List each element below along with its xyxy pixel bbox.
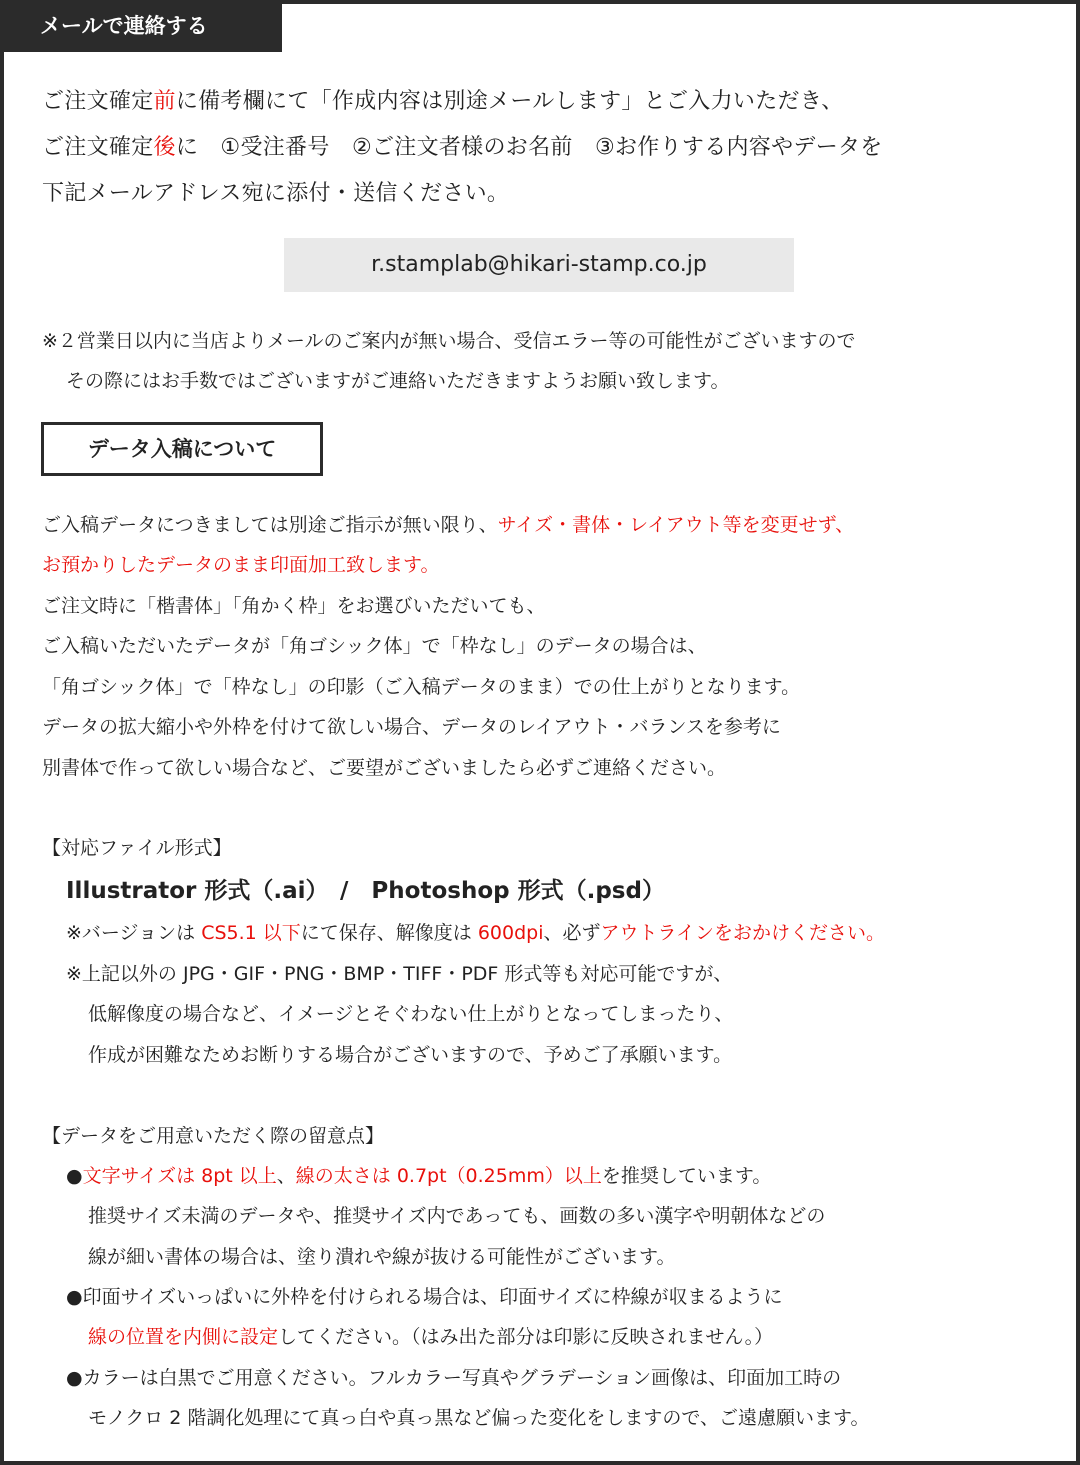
section-line-5: 「角ゴシック体」で「枠なし」の印影（ご入稿データのまま）での仕上がりとなります。: [42, 676, 801, 698]
bullet-icon: ●: [66, 1286, 83, 1308]
intro-text: ご注文確定: [42, 89, 154, 114]
section-tab-title: メールで連絡する: [0, 0, 282, 52]
formats-heading: 【対応ファイル形式】: [42, 837, 232, 859]
outline-emphasis: アウトラインをおかけください。: [600, 922, 885, 944]
note-text: 、必ず: [543, 922, 601, 944]
emphasis-before: 前: [153, 89, 176, 114]
intro-text: に備考欄にて「作成内容は別途メールします」とご入力いただき、: [175, 89, 844, 114]
body-text: してください。（はみ出た部分は印影に反映されません。）: [278, 1326, 774, 1348]
line-width-emphasis: 線の太さは 0.7pt（0.25mm）以上: [295, 1165, 602, 1187]
caution-bullet-1-line-2: 推奨サイズ未満のデータや、推奨サイズ内であっても、画数の多い漢字や明朝体などの: [88, 1205, 826, 1227]
formats-note-1: [66, 918, 885, 945]
caution-bullet-2-line-2: [88, 1322, 773, 1349]
intro-line-1: [42, 84, 844, 115]
body-text: 、: [276, 1165, 296, 1187]
formats-note-4: 作成が困難なためお断りする場合がございますので、予めご了承願います。: [88, 1044, 733, 1066]
caution-bullet-1: [66, 1161, 771, 1188]
section-line-2: お預かりしたデータのまま印面加工致します。: [42, 554, 440, 576]
formats-note-3: 低解像度の場合など、イメージとそぐわない仕上がりとなってしまったり、: [88, 1003, 734, 1025]
formats-note-2: ※上記以外の JPG・GIF・PNG・BMP・TIFF・PDF 形式等も対応可能ですが、: [66, 963, 733, 985]
body-text: ご入稿データにつきましては別途ご指示が無い限り、: [42, 514, 498, 536]
intro-line-2: [42, 130, 883, 161]
intro-line-3: 下記メールアドレス宛に添付・送信ください。: [42, 181, 510, 206]
bullet-icon: ●: [66, 1165, 83, 1187]
caution-bullet-3-line-2: モノクロ 2 階調化処理にて真っ白や真っ黒など偏った変化をしますので、ご遠慮願います。: [88, 1407, 870, 1429]
body-text: を推奨しています。: [601, 1165, 772, 1187]
body-text: カラーは白黒でご用意ください。フルカラー写真やグラデーション画像は、印面加工時の: [82, 1367, 842, 1389]
caution-bullet-2: [66, 1282, 783, 1309]
body-text: 印面サイズいっぱいに外枠を付けられる場合は、印面サイズに枠線が収まるように: [82, 1286, 783, 1308]
caution-bullet-3: [66, 1363, 841, 1390]
formats-line: Illustrator 形式（.ai） / Photoshop 形式（.psd）: [66, 878, 665, 904]
data-submission-heading: データ入稿について: [41, 422, 323, 476]
emphasis-text: サイズ・書体・レイアウト等を変更せず、: [497, 514, 855, 536]
version-emphasis: CS5.1 以下: [201, 922, 301, 944]
section-line-3: ご注文時に「楷書体」「角かく枠」をお選びいただいても、: [42, 595, 546, 617]
font-size-emphasis: 文字サイズは 8pt 以上: [82, 1165, 277, 1187]
notice-line-1: ※２営業日以内に当店よりメールのご案内が無い場合、受信エラー等の可能性がございますので: [42, 330, 856, 352]
inner-line-emphasis: 線の位置を内側に設定: [88, 1326, 279, 1348]
email-address[interactable]: r.stamplab@hikari-stamp.co.jp: [284, 238, 794, 292]
intro-text: に ①受注番号 ②ご注文者様のお名前 ③お作りする内容やデータを: [175, 135, 883, 160]
bullet-icon: ●: [66, 1367, 83, 1389]
caution-heading: 【データをご用意いただく際の留意点】: [42, 1125, 385, 1147]
resolution-emphasis: 600dpi: [477, 922, 544, 944]
section-line-7: 別書体で作って欲しい場合など、ご要望がございましたら必ずご連絡ください。: [42, 757, 727, 779]
note-text: ※バージョンは: [66, 922, 202, 944]
section-line-4: ご入稿いただいたデータが「角ゴシック体」で「枠なし」のデータの場合は、: [42, 635, 707, 657]
caution-bullet-1-line-3: 線が細い書体の場合は、塗り潰れや線が抜ける可能性がございます。: [88, 1246, 676, 1268]
section-line-1: [42, 510, 854, 537]
notice-line-2: その際にはお手数ではございますがご連絡いただきますようお願い致します。: [66, 370, 730, 392]
emphasis-after: 後: [153, 135, 176, 160]
note-text: にて保存、解像度は: [300, 922, 478, 944]
section-line-6: データの拡大縮小や外枠を付けて欲しい場合、データのレイアウト・バランスを参考に: [42, 716, 781, 738]
intro-text: ご注文確定: [42, 135, 154, 160]
